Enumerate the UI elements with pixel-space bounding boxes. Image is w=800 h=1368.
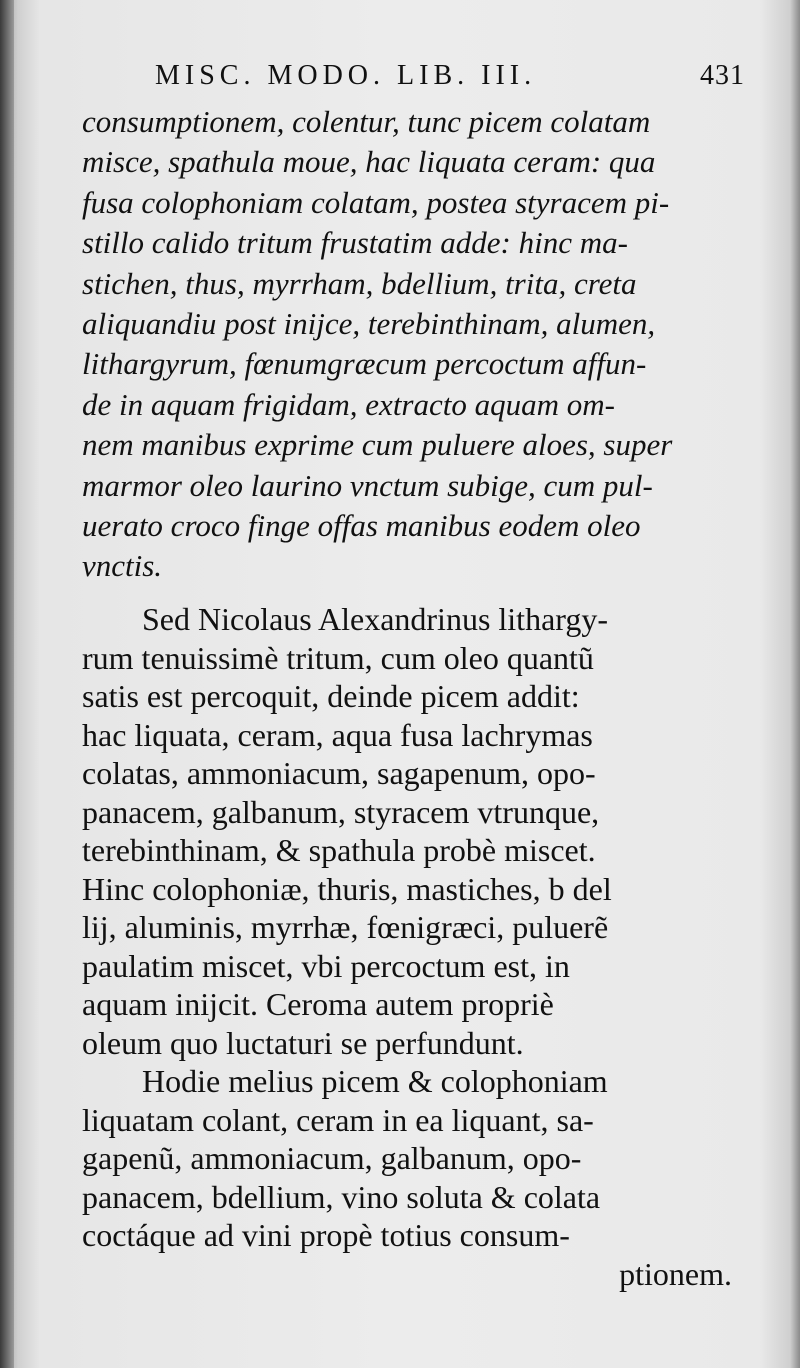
text-line: colatas, ammoniacum, sagapenum, opo- <box>82 755 596 791</box>
text-line: aliquandiu post inijce, terebinthinam, alumen, <box>82 305 656 341</box>
page-edge-shadow <box>0 0 14 1368</box>
text-line: consumptionem, colentur, tunc picem colatam <box>82 104 651 139</box>
text-line: hac liquata, ceram, aqua fusa lachrymas <box>82 716 593 753</box>
text-line: gapenũ, ammoniacum, galbanum, opo- <box>82 1140 582 1176</box>
text-line: oleum quo luctaturi se perfundunt. <box>82 1024 524 1061</box>
text-line: marmor oleo laurino vnctum subige, cum pul- <box>82 467 653 503</box>
page-number: 431 <box>700 60 745 91</box>
text-line: misce, spathula moue, hac liquata ceram: qua <box>82 144 656 180</box>
text-line: rum tenuissimè tritum, cum oleo quantũ <box>82 639 594 676</box>
text-line: nem manibus exprime cum puluere aloes, super <box>82 427 673 463</box>
italic-recipe-paragraph <box>82 102 742 587</box>
text-line: lij, aluminis, myrrhæ, fœnigræci, puluerẽ <box>82 909 609 945</box>
text-line-final: ptionem. <box>619 1255 732 1292</box>
text-line: paulatim miscet, vbi percoctum est, in <box>82 947 570 984</box>
text-line: satis est percoquit, deinde picem addit: <box>82 678 580 714</box>
paragraph-first-line: Hodie melius picem & colophoniam <box>142 1063 608 1099</box>
text-line: vnctis. <box>82 548 163 584</box>
text-line: de in aquam frigidam, extracto aquam om- <box>82 386 615 422</box>
text-line: terebinthinam, & spathula probè miscet. <box>82 832 596 868</box>
text-line: stillo calido tritum frustatim adde: hinc ma- <box>82 225 628 261</box>
text-line: aquam inijcit. Ceroma autem propriè <box>82 986 554 1022</box>
text-line: liquatam colant, ceram in ea liquant, sa- <box>82 1101 594 1138</box>
text-line: panacem, bdellium, vino soluta & colata <box>82 1178 601 1215</box>
text-line: uerato croco finge offas manibus eodem oleo <box>82 507 641 543</box>
text-line: panacem, galbanum, styracem vtrunque, <box>82 793 600 830</box>
text-line: stichen, thus, myrrham, bdellium, trita, creta <box>82 265 637 301</box>
text-line: coctáque ad vini propè totius consum- <box>82 1217 570 1253</box>
roman-paragraphs <box>82 600 742 1293</box>
text-line: Hinc colophoniæ, thuris, mastiches, b del <box>82 870 612 907</box>
running-head-title: MISC. MODO. LIB. III. <box>155 60 537 91</box>
text-line: fusa colophoniam colatam, postea styracem pi- <box>82 184 670 220</box>
running-head <box>155 60 745 100</box>
text-line: lithargyrum, fœnumgræcum percoctum affun- <box>82 346 647 382</box>
paragraph-first-line: Sed Nicolaus Alexandrinus lithargy- <box>142 601 608 637</box>
